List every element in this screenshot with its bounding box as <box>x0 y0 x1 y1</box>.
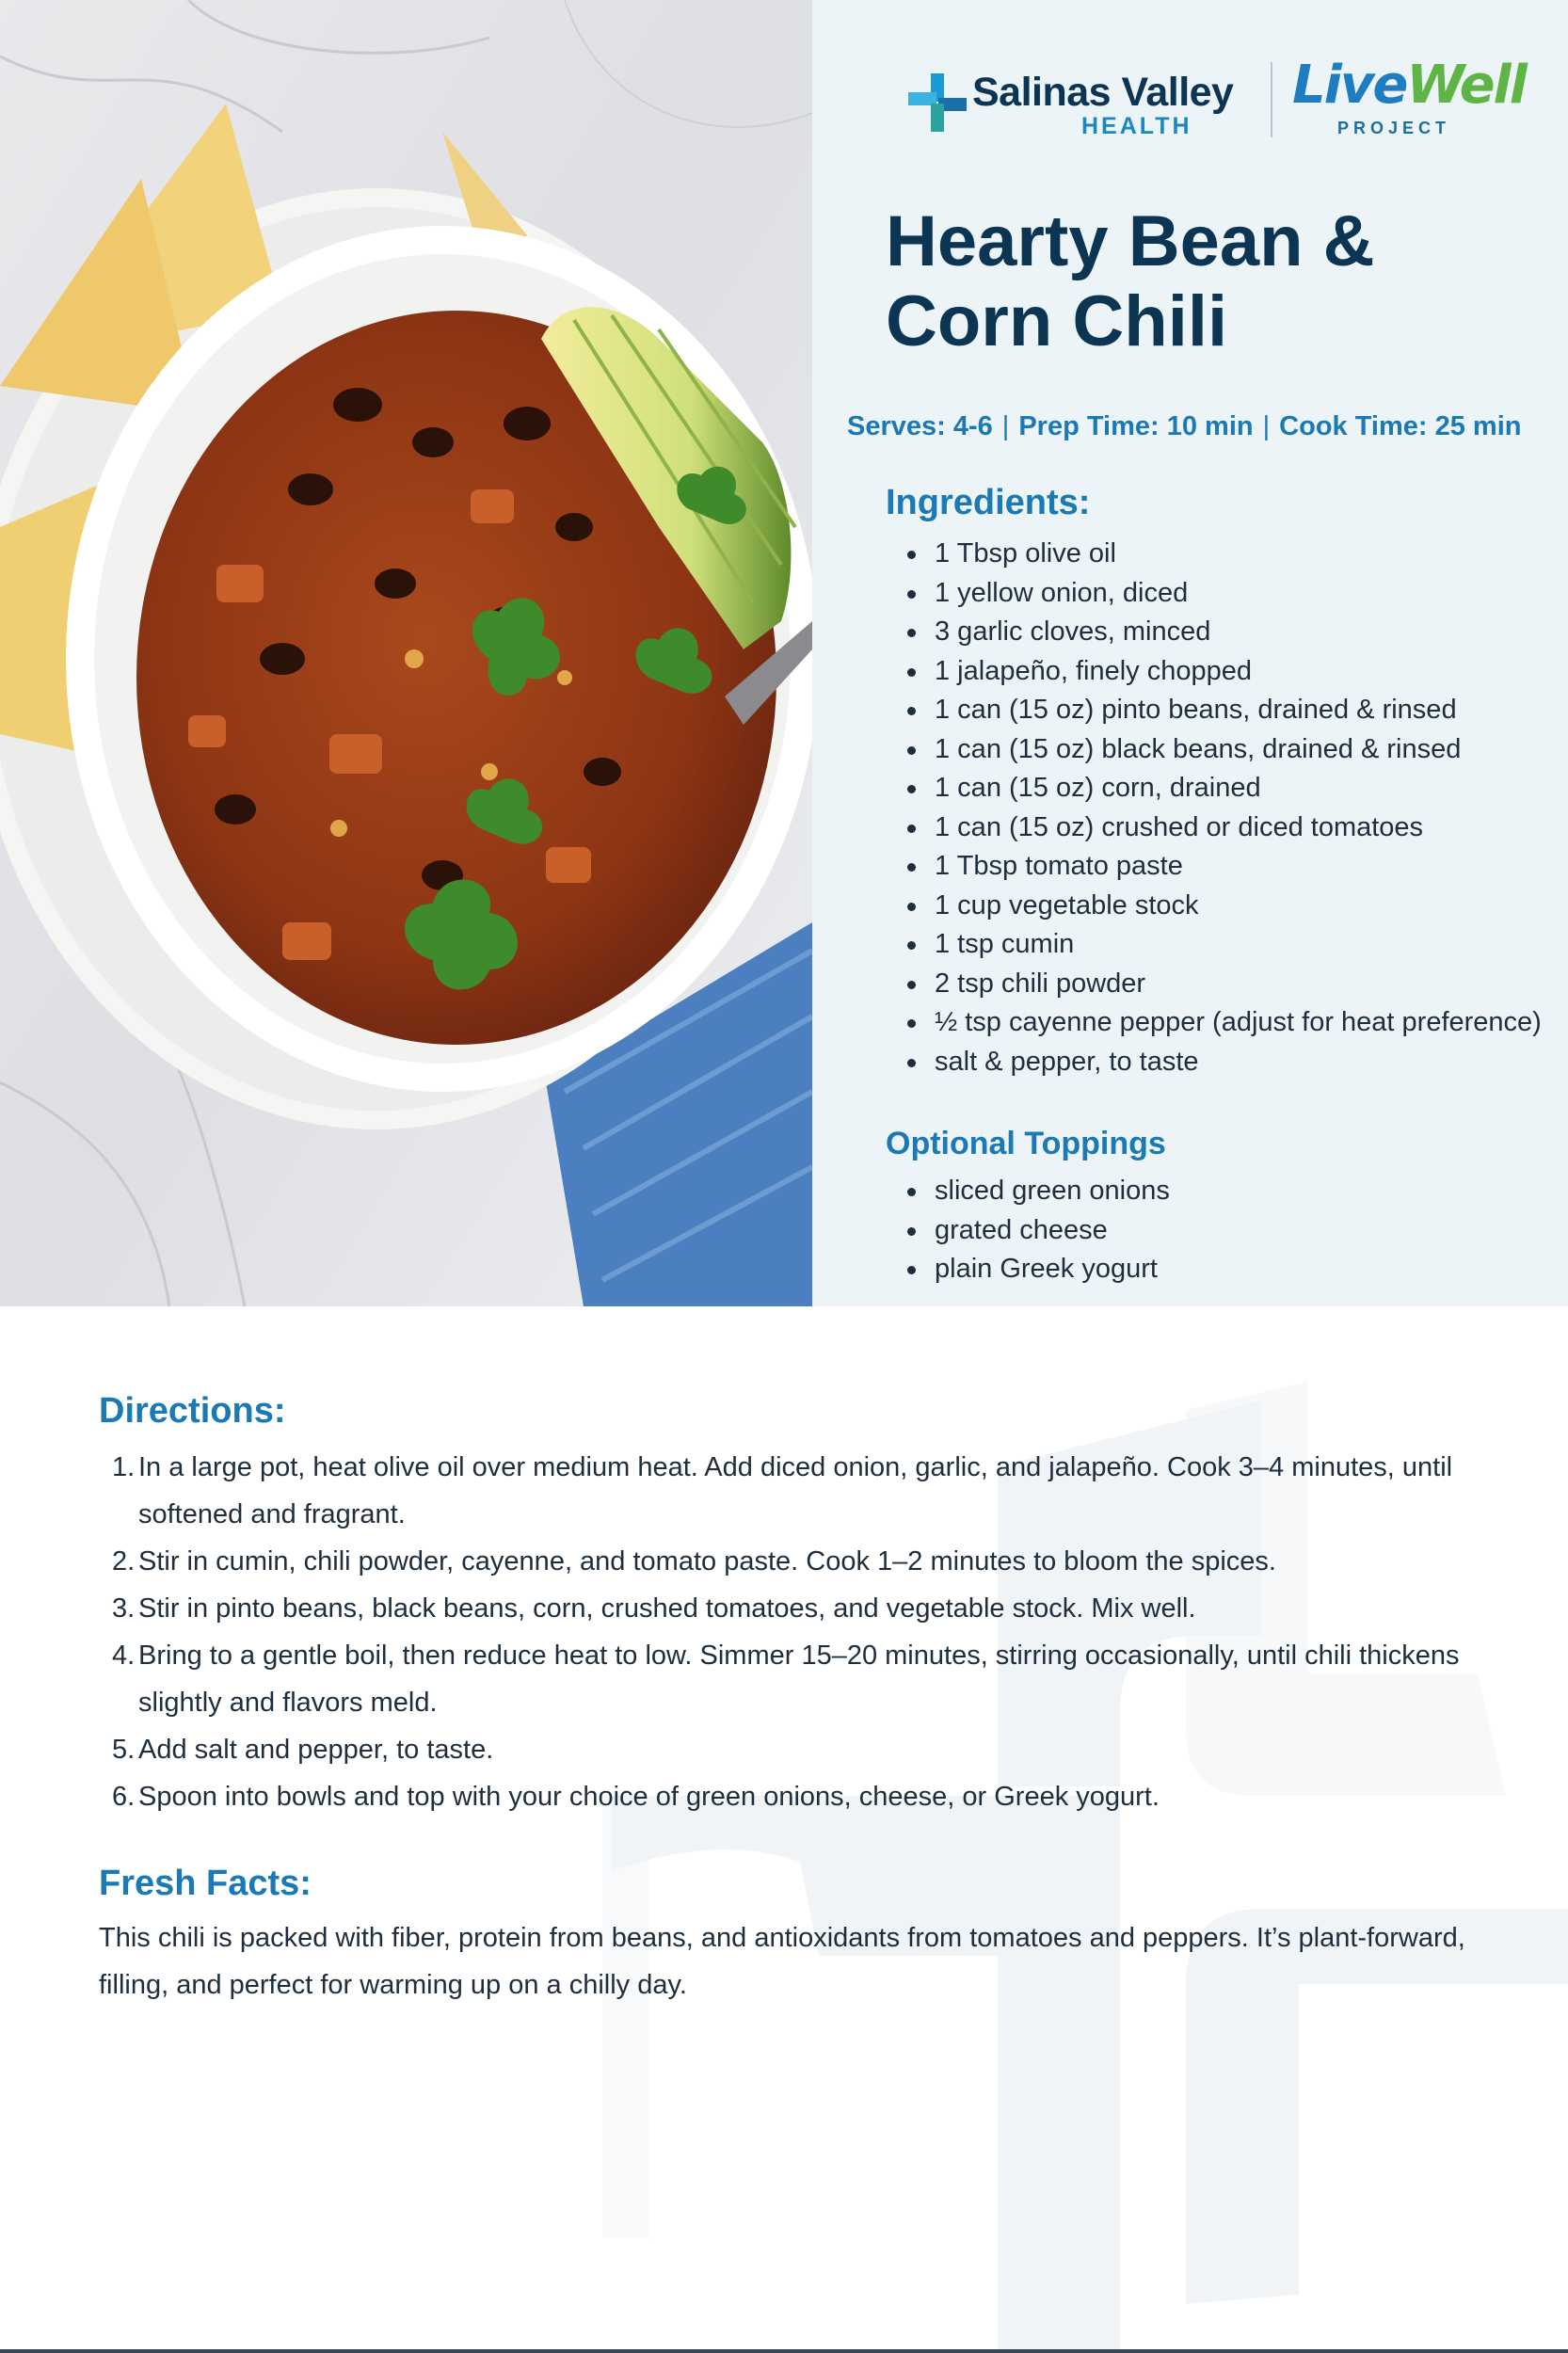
ingredients-heading: Ingredients: <box>886 483 1091 522</box>
recipe-title <box>886 201 1526 361</box>
ingredient-item: 2 tsp chili powder <box>886 965 1544 1004</box>
ingredient-item: 1 can (15 oz) pinto beans, drained & rinsed <box>886 691 1544 730</box>
ingredient-item: 1 Tbsp tomato paste <box>886 847 1544 887</box>
ingredient-item: 1 can (15 oz) crushed or diced tomatoes <box>886 808 1544 848</box>
step-text: In a large pot, heat olive oil over medium heat. Add diced onion, garlic, and jalapeño. Cook 3–4 minutes, until softened and fragrant. <box>138 1452 1453 1529</box>
step-number: 6. <box>112 1782 136 1812</box>
step-number: 1. <box>112 1452 136 1482</box>
step-number: 2. <box>112 1546 136 1577</box>
directions-list <box>99 1444 1473 1820</box>
step-text: Bring to a gentle boil, then reduce heat to low. Simmer 15–20 minutes, stirring occasionally, until chili thickens slightly and flavors meld. <box>138 1641 1460 1718</box>
recipe-info-panel <box>812 0 1568 1306</box>
salinas-valley-health-logo <box>906 56 1245 151</box>
svh-logo-sub: HEALTH <box>1081 113 1192 139</box>
toppings-list <box>886 1172 1544 1289</box>
fresh-facts-text: This chili is packed with fiber, protein from beans, and antioxidants from tomatoes and peppers. It’s plant-forward, filling, and perfect for warming up on a chilly day. <box>99 1923 1465 2000</box>
topping-item: grated cheese <box>886 1211 1544 1251</box>
direction-step <box>99 1726 1473 1773</box>
step-text: Add salt and pepper, to taste. <box>138 1735 494 1765</box>
ingredient-item: ½ tsp cayenne pepper (adjust for heat preference) <box>886 1003 1544 1043</box>
live-word: Live <box>1292 55 1407 116</box>
ingredient-item: 1 can (15 oz) corn, drained <box>886 769 1544 808</box>
topping-item: plain Greek yogurt <box>886 1250 1544 1289</box>
ingredients-list <box>886 535 1544 1081</box>
ingredient-item: 1 jalapeño, finely chopped <box>886 652 1544 692</box>
meta-separator: | <box>1262 411 1271 441</box>
logo-divider <box>1271 62 1272 137</box>
ingredient-item: 1 tsp cumin <box>886 925 1544 965</box>
direction-step <box>99 1538 1473 1585</box>
prep-time-text: Prep Time: 10 min <box>1018 411 1254 441</box>
fresh-facts-heading: Fresh Facts: <box>99 1864 312 1903</box>
step-number: 3. <box>112 1593 136 1624</box>
step-text: Spoon into bowls and top with your choice of green onions, cheese, or Greek yogurt. <box>138 1782 1160 1812</box>
live-well-sub: PROJECT <box>1337 119 1451 137</box>
recipe-meta <box>847 411 1521 442</box>
direction-step <box>99 1444 1473 1538</box>
ingredient-item: 1 Tbsp olive oil <box>886 535 1544 574</box>
meta-separator: | <box>1001 411 1010 441</box>
svh-logo-name: Salinas Valley <box>972 70 1234 115</box>
cook-time-text: Cook Time: 25 min <box>1279 411 1522 441</box>
step-text: Stir in pinto beans, black beans, corn, crushed tomatoes, and vegetable stock. Mix well. <box>138 1593 1196 1624</box>
step-number: 5. <box>112 1735 136 1765</box>
logo-bar <box>906 56 1546 151</box>
ingredient-item: salt & pepper, to taste <box>886 1043 1544 1082</box>
serves-text: Serves: 4-6 <box>847 411 993 441</box>
ingredient-item: 1 cup vegetable stock <box>886 887 1544 926</box>
chili-bowl-photo <box>0 0 812 1306</box>
step-number: 4. <box>112 1641 136 1671</box>
well-word: Well <box>1406 55 1526 116</box>
plus-cross-icon <box>906 72 968 134</box>
chili-bowl-illustration <box>0 0 812 1306</box>
toppings-heading: Optional Toppings <box>886 1126 1166 1161</box>
ingredient-item: 3 garlic cloves, minced <box>886 613 1544 652</box>
bottom-rule <box>0 2349 1568 2353</box>
topping-item: sliced green onions <box>886 1172 1544 1211</box>
recipe-title-line-1: Hearty Bean & <box>886 201 1375 281</box>
ingredient-item: 1 yellow onion, diced <box>886 574 1544 614</box>
recipe-title-line-2: Corn Chili <box>886 281 1228 361</box>
live-well-project-logo <box>1292 56 1528 151</box>
direction-step <box>99 1632 1473 1726</box>
direction-step <box>99 1773 1473 1820</box>
step-text: Stir in cumin, chili powder, cayenne, and tomato paste. Cook 1–2 minutes to bloom the spices. <box>138 1546 1276 1577</box>
ingredient-item: 1 can (15 oz) black beans, drained & rinsed <box>886 730 1544 770</box>
live-well-wordmark <box>1292 55 1526 116</box>
directions-heading: Directions: <box>99 1391 286 1431</box>
direction-step <box>99 1585 1473 1632</box>
